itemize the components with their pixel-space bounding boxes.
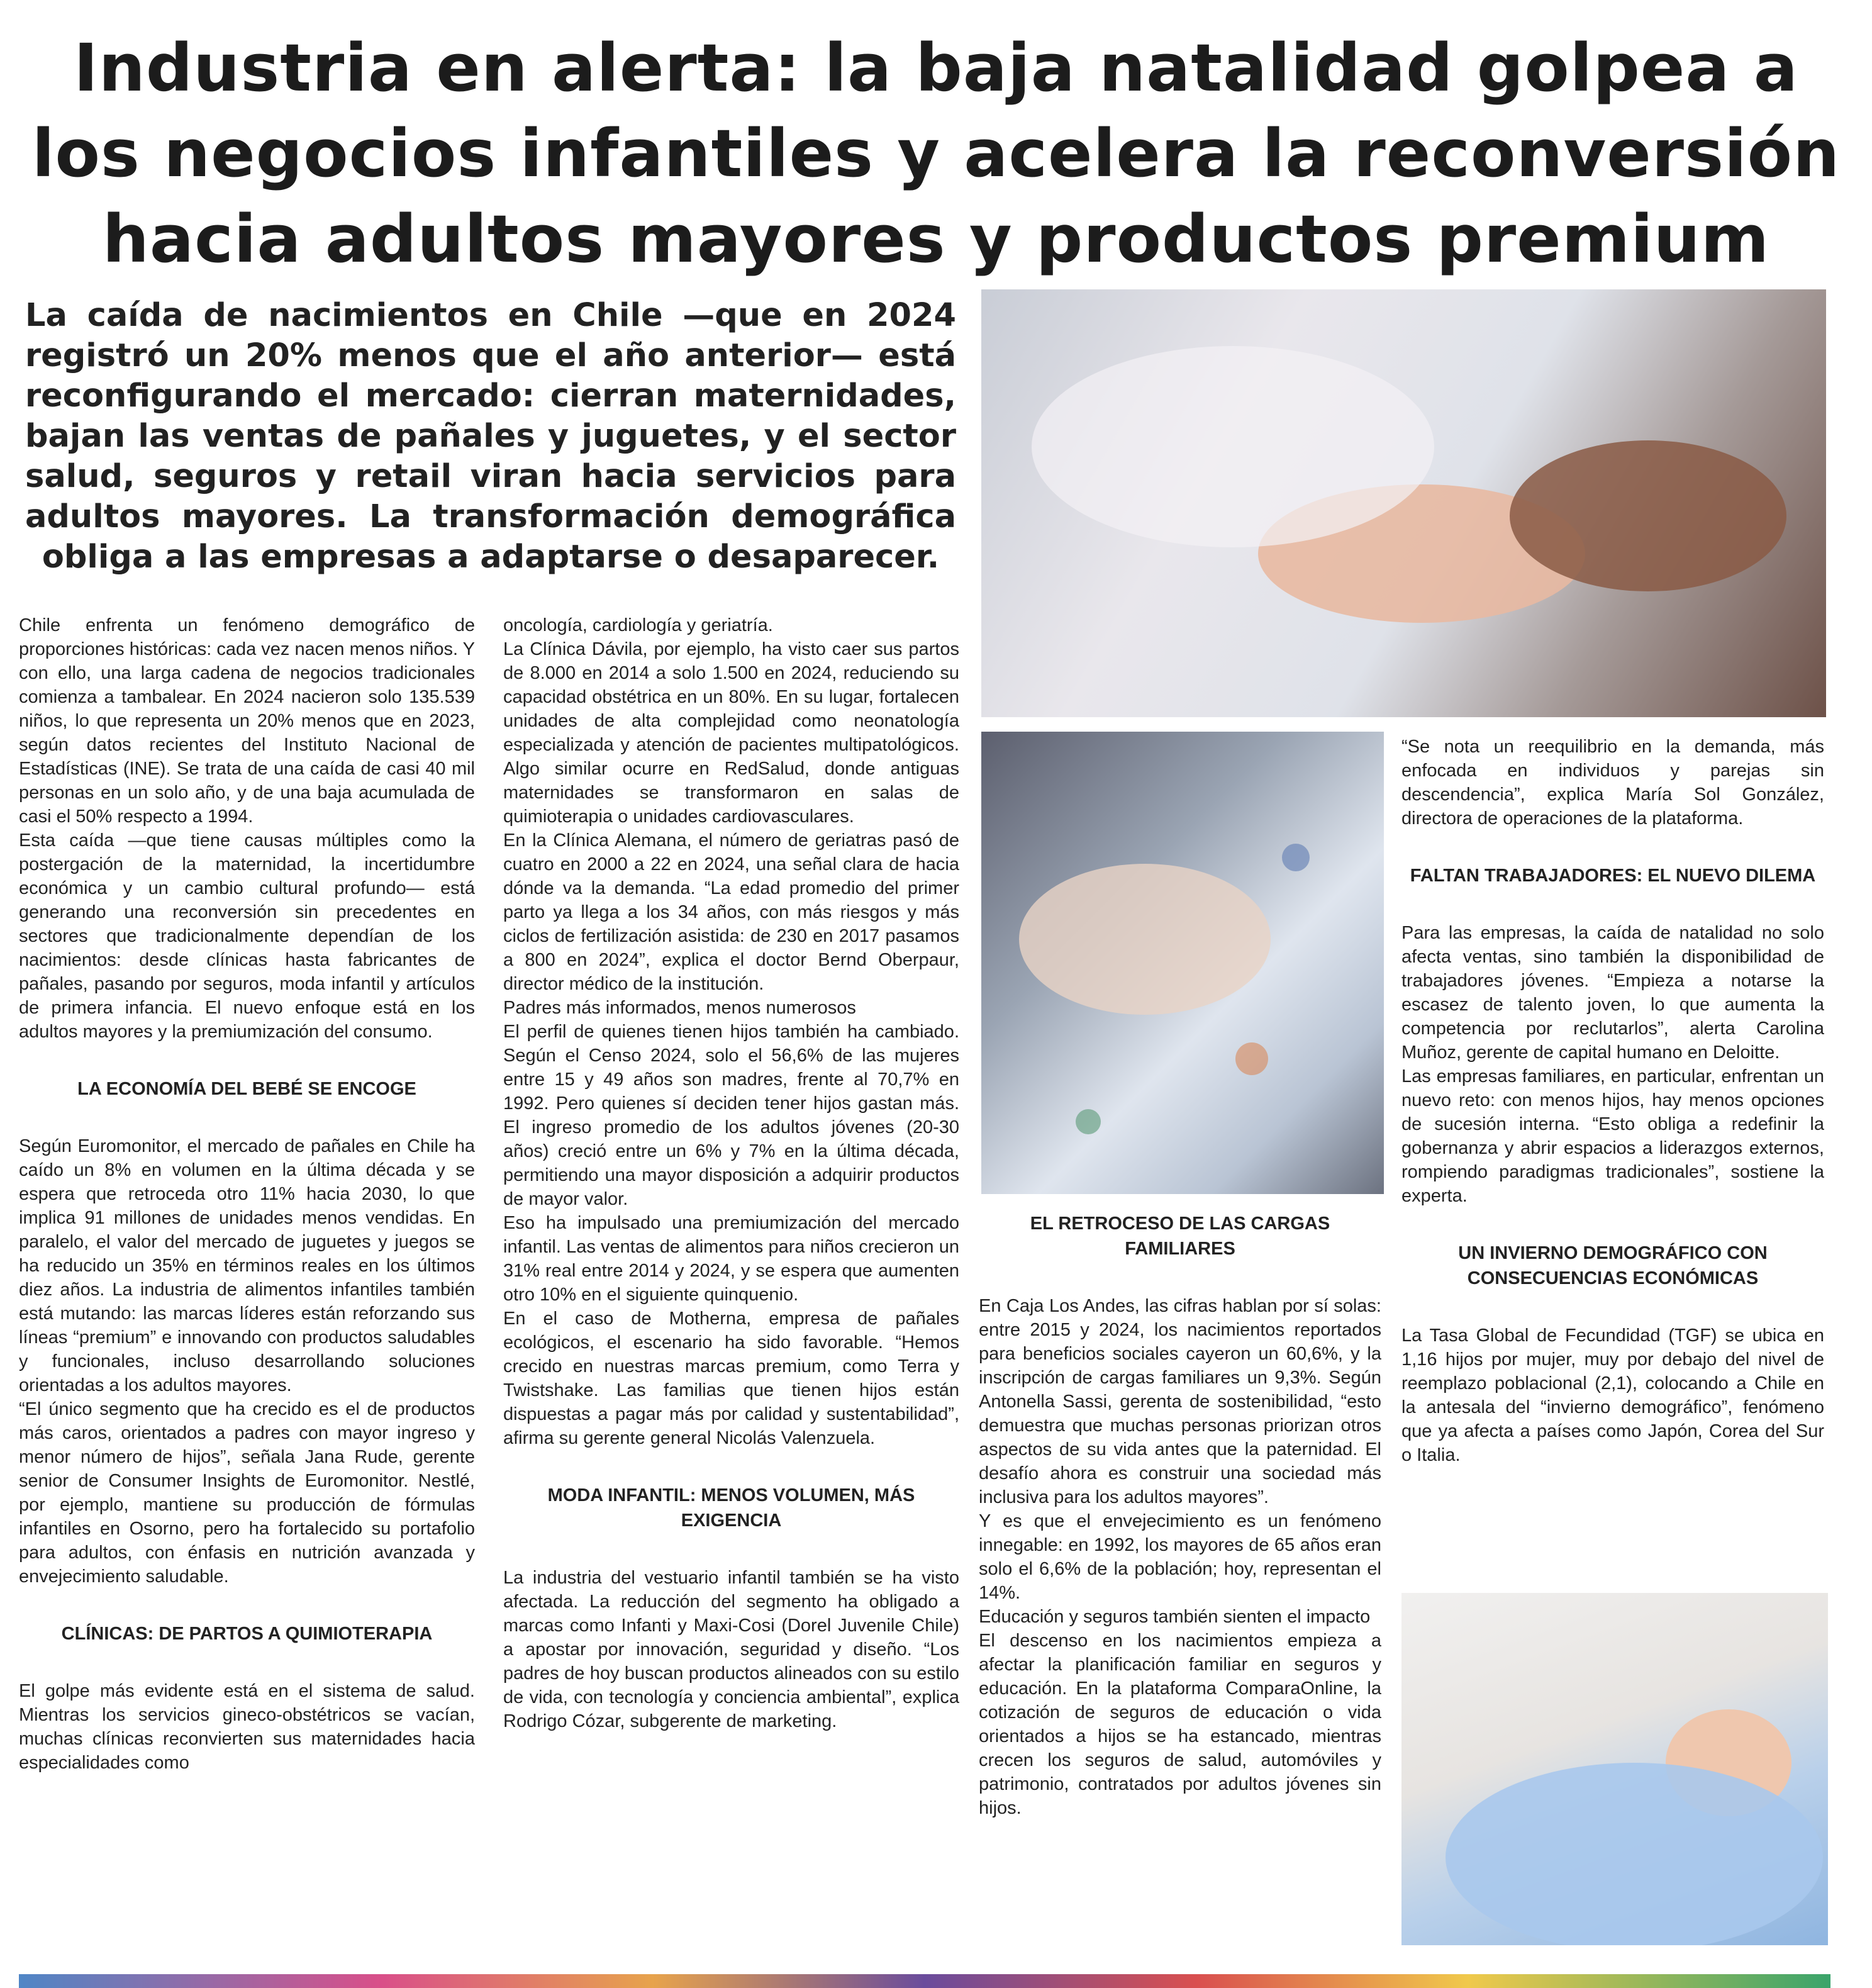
- paragraph: oncología, cardiología y geriatría.: [503, 615, 773, 635]
- headline: Industria en alerta: la baja natalidad golpea a los negocios infantiles y acelera la reconversión hacia adultos mayores y productos premium: [31, 30, 1841, 277]
- paragraph: La Clínica Dávila, por ejemplo, ha visto caer sus partos de 8.000 en 2014 a solo 1.500 en 2024, reduciendo su capacidad obstétrica en un 80%. En su lugar, fortalecen unidades de alta complejidad como neonatología especializada y atención de pacientes multipatológicos. Algo similar ocurre en RedSalud, donde antiguas maternidades se transformaron en salas de quimioterapia o unidades cardiovasculares.: [503, 639, 959, 827]
- paragraph: En el caso de Motherna, empresa de pañales ecológicos, el escenario ha sido favorable. “Hemos crecido en nuestras marcas premium, como Terra y Twistshake. Las familias que tienen hijos están dispuestas a pagar más por calidad y sustentabilidad”, afirma su gerente general Nicolás Valenzuela.: [503, 1309, 959, 1448]
- paragraph: Chile enfrenta un fenómeno demográfico de proporciones históricas: cada vez nacen menos niños. Y con ello, una larga cadena de negocios tradicionales comienza a tambalear. En 2024 nacieron solo 135.539 niños, lo que representa un 20% menos que en 2023, según datos recientes del Instituto Nacional de Estadísticas (INE). Se trata de una caída de casi 40 mil personas en un solo año, y de una baja acumulada de casi el 50% respecto a 1994.: [19, 615, 475, 827]
- paragraph: Las empresas familiares, en particular, enfrentan un nuevo reto: con menos hijos, hay menos opciones de sucesión interna. “Esto obliga a redefinir la gobernanza y abrir espacios a liderazgos externos, rompiendo paradigmas tradicionales”, sostiene la experta.: [1401, 1066, 1824, 1206]
- section-heading: LA ECONOMÍA DEL BEBÉ SE ENCOGE: [77, 1079, 416, 1099]
- subheading: Educación y seguros también sienten el impacto: [979, 1607, 1371, 1627]
- paragraph: En Caja Los Andes, las cifras hablan por sí solas: entre 2015 y 2024, los nacimientos reportados para beneficios sociales cayeron un 60,6%, y la inscripción de cargas familiares un 9,3%. Según Antonella Sassi, gerenta de sostenibilidad, “esto demuestra que muchas personas priorizan otros aspectos de su vida antes que la paternidad. El desafío ahora es construir una sociedad más inclusiva para los adultos mayores”.: [979, 1296, 1381, 1507]
- section-heading: FALTAN TRABAJADORES: EL NUEVO DILEMA: [1410, 866, 1816, 886]
- paragraph: Esta caída —que tiene causas múltiples como la postergación de la maternidad, la incertidumbre económica y un cambio cultural profundo— está generando una reconversión sin precedentes en sectores que tradicionalmente dependían de los nacimientos: desde clínicas hasta fabricantes de pañales, pasando por seguros, moda infantil y artículos de primera infancia. El nuevo enfoque está en los adultos mayores y la premiumización del consumo.: [19, 830, 475, 1042]
- article-column-2: [503, 613, 959, 1733]
- section-heading: MODA INFANTIL: MENOS VOLUMEN, MÁS EXIGENCIA: [547, 1485, 915, 1531]
- paragraph: El perfil de quienes tienen hijos también ha cambiado. Según el Censo 2024, solo el 56,6% de las mujeres entre 15 y 49 años son madres, frente al 70,7% en 1992. Pero quienes sí deciden tener hijos gastan más. El ingreso promedio de los adultos jóvenes (20-30 años) creció entre un 6% y 7% en la última década, permitiendo una mayor disposición a adquirir productos de mayor valor.: [503, 1022, 959, 1209]
- section-heading: UN INVIERNO DEMOGRÁFICO CON CONSECUENCIAS ECONÓMICAS: [1458, 1243, 1768, 1288]
- paragraph: El golpe más evidente está en el sistema de salud. Mientras los servicios gineco-obstétricos se vacían, muchas clínicas reconvierten sus maternidades hacia especialidades como: [19, 1681, 475, 1773]
- paragraph: Según Euromonitor, el mercado de pañales en Chile ha caído un 8% en volumen en la última década y se espera que retroceda otro 11% hacia 2030, lo que implica 91 millones de unidades menos vendidas. En paralelo, el valor del mercado de juguetes y juegos se ha reducido un 35% en términos reales en los últimos diez años. La industria de alimentos infantiles también está mutando: las marcas líderes están reforzando sus líneas “premium” e innovando con productos saludables y funcionales, incluso desarrollando soluciones orientadas a los adultos mayores.: [19, 1136, 475, 1395]
- article-column-3: [979, 1211, 1381, 1820]
- photo-baby-blanket: [981, 732, 1384, 1194]
- paragraph: Y es que el envejecimiento es un fenómeno innegable: en 1992, los mayores de 65 años eran solo el 6,6% de la población; hoy, representan el 14%.: [979, 1511, 1381, 1603]
- section-heading: EL RETROCESO DE LAS CARGAS FAMILIARES: [1030, 1214, 1330, 1259]
- paragraph: Eso ha impulsado una premiumización del mercado infantil. Las ventas de alimentos para niños crecieron un 31% real entre 2014 y 2024, y se espera que aumenten otro 10% en el siguiente quinquenio.: [503, 1213, 959, 1305]
- paragraph: “El único segmento que ha crecido es el de productos más caros, orientados a padres con mayor ingreso y menor número de hijos”, señala Jana Rude, gerente senior de Consumer Insights de Euromonitor. Nestlé, por ejemplo, mantiene su producción de fórmulas infantiles en Osorno, pero ha fortalecido su portafolio para adultos, con énfasis en nutrición avanzada y envejecimiento saludable.: [19, 1399, 475, 1587]
- footer-color-band: [19, 1974, 1830, 1988]
- subheading: Padres más informados, menos numerosos: [503, 998, 856, 1018]
- photo-baby-hand: [981, 289, 1826, 717]
- paragraph: Para las empresas, la caída de natalidad no solo afecta ventas, sino también la disponibilidad de trabajadores jóvenes. “Empieza a notarse la escasez de talento joven, lo que aumenta la competencia por reclutarlos”, alerta Carolina Muñoz, gerente de capital humano en Deloitte.: [1401, 923, 1824, 1063]
- article-column-4: [1401, 735, 1824, 1467]
- photo-newborn-in-crib: [1401, 1593, 1828, 1945]
- paragraph: El descenso en los nacimientos empieza a afectar la planificación familiar en seguros y educación. En la plataforma ComparaOnline, la cotización de seguros de educación o vida orientados a hijos se ha estancado, mientras crecen los seguros de salud, automóviles y patrimonio, contratados por adultos jóvenes sin hijos.: [979, 1631, 1381, 1818]
- lead-paragraph: La caída de nacimientos en Chile —que en 2024 registró un 20% menos que el año anterior— está reconfigurando el mercado: cierran maternidades, bajan las ventas de pañales y juguetes, y el sector salud, seguros y retail viran hacia servicios para adultos mayores. La transformación demográfica obliga a las empresas a adaptarse o desaparecer.: [25, 297, 956, 576]
- paragraph: La Tasa Global de Fecundidad (TGF) se ubica en 1,16 hijos por mujer, muy por debajo del nivel de reemplazo poblacional (2,1), colocando a Chile en la antesala del “invierno demográfico”, fenómeno que ya afecta a países como Japón, Corea del Sur o Italia.: [1401, 1326, 1824, 1465]
- article-column-1: [19, 613, 475, 1775]
- paragraph: En la Clínica Alemana, el número de geriatras pasó de cuatro en 2000 a 22 en 2024, una señal clara de hacia dónde va la demanda. “La edad promedio del primer parto ya llega a los 34 años, con más riesgos y más ciclos de fertilización asistida: de 230 en 2017 pasamos a 800 en 2024”, explica el doctor Bernd Oberpaur, director médico de la institución.: [503, 830, 959, 994]
- paragraph: La industria del vestuario infantil también se ha visto afectada. La reducción del segmento ha obligado a marcas como Infanti y Maxi-Cosi (Dorel Juvenile Chile) a apostar por innovación, seguridad y diseño. “Los padres de hoy buscan productos alineados con su estilo de vida, con tecnología y conciencia ambiental”, explica Rodrigo Cózar, subgerente de marketing.: [503, 1568, 959, 1731]
- paragraph: “Se nota un reequilibrio en la demanda, más enfocada en individuos y parejas sin descendencia”, explica María Sol González, directora de operaciones de la plataforma.: [1401, 737, 1824, 829]
- section-heading: CLÍNICAS: DE PARTOS A QUIMIOTERAPIA: [61, 1624, 433, 1644]
